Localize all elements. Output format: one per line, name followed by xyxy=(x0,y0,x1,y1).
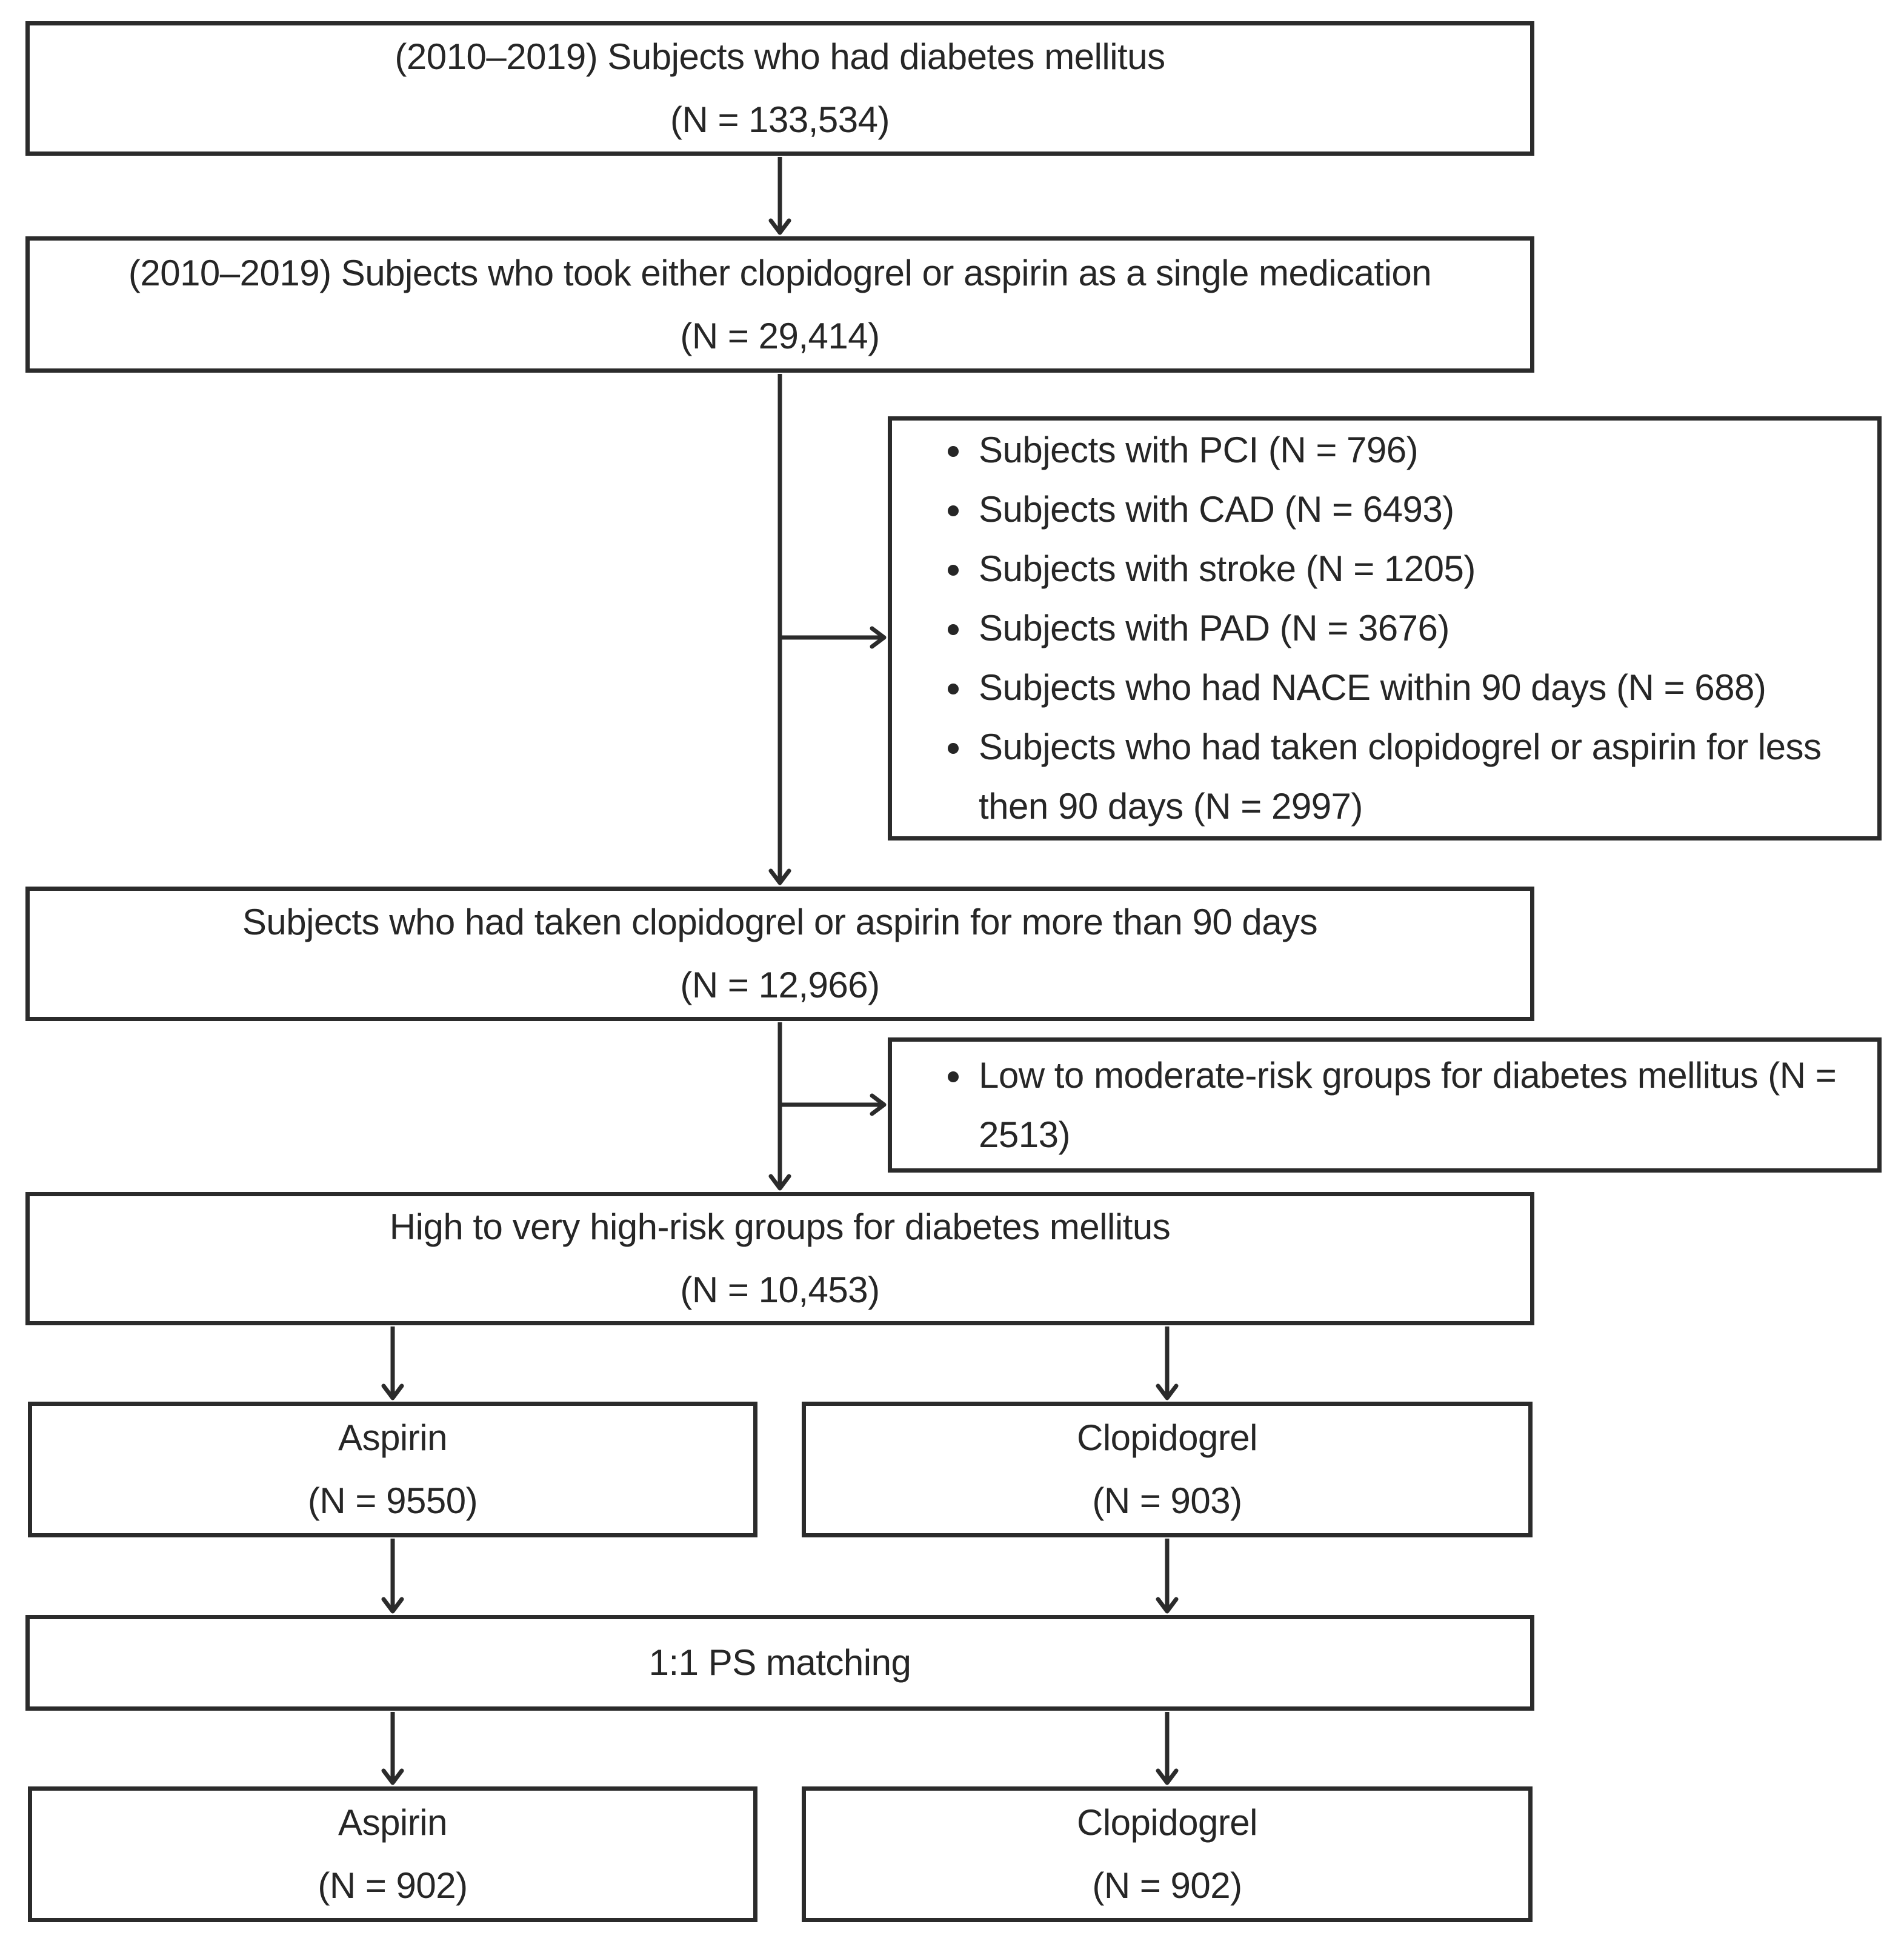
box-text: Clopidogrel xyxy=(1076,1802,1257,1843)
box-exclusion-criteria xyxy=(888,416,1882,841)
exclusion-list xyxy=(892,1046,1877,1165)
box-n-count: (N = 133,534) xyxy=(670,99,890,140)
box-n-count: (N = 902) xyxy=(1092,1865,1242,1906)
box-text: (2010–2019) Subjects who took either clopidogrel or aspirin as a single medication xyxy=(128,252,1432,293)
exclusion-item: • Subjects with CAD (N = 6493) xyxy=(974,480,1865,539)
box-aspirin-unmatched xyxy=(28,1402,757,1537)
exclusion-item: • Subjects with PAD (N = 3676) xyxy=(974,599,1865,658)
exclusion-item: • Subjects who had taken clopidogrel or aspirin for less then 90 days (N = 2997) xyxy=(974,717,1865,836)
box-text: (2010–2019) Subjects who had diabetes mellitus xyxy=(394,36,1165,77)
box-n-count: (N = 9550) xyxy=(307,1480,478,1521)
box-text: Subjects who had taken clopidogrel or aspirin for more than 90 days xyxy=(242,902,1318,942)
exclusion-item: • Subjects with PCI (N = 796) xyxy=(974,421,1865,480)
box-text: Clopidogrel xyxy=(1076,1417,1257,1458)
box-text: Aspirin xyxy=(338,1802,447,1843)
exclusion-list xyxy=(892,421,1877,836)
exclusion-item: • Low to moderate-risk groups for diabetes mellitus (N = 2513) xyxy=(974,1046,1865,1165)
box-n-count: (N = 12,966) xyxy=(680,965,880,1005)
box-n-count: (N = 10,453) xyxy=(680,1270,880,1310)
box-n-count: (N = 29,414) xyxy=(680,315,880,356)
box-high-risk xyxy=(25,1192,1534,1325)
box-n-count: (N = 902) xyxy=(318,1865,468,1906)
box-n-count: (N = 903) xyxy=(1092,1480,1242,1521)
box-over-90-days xyxy=(25,887,1534,1021)
box-ps-matching xyxy=(25,1615,1534,1711)
box-clopidogrel-matched xyxy=(802,1786,1533,1922)
exclusion-item: • Subjects with stroke (N = 1205) xyxy=(974,539,1865,599)
exclusion-item: • Subjects who had NACE within 90 days (N = 688) xyxy=(974,658,1865,717)
box-low-moderate-risk xyxy=(888,1037,1882,1173)
box-diabetes-population xyxy=(25,21,1534,156)
box-text: High to very high-risk groups for diabetes mellitus xyxy=(389,1207,1171,1247)
box-text: 1:1 PS matching xyxy=(648,1642,911,1683)
box-text: Aspirin xyxy=(338,1417,447,1458)
box-clopidogrel-unmatched xyxy=(802,1402,1533,1537)
box-aspirin-matched xyxy=(28,1786,757,1922)
box-single-medication xyxy=(25,236,1534,373)
